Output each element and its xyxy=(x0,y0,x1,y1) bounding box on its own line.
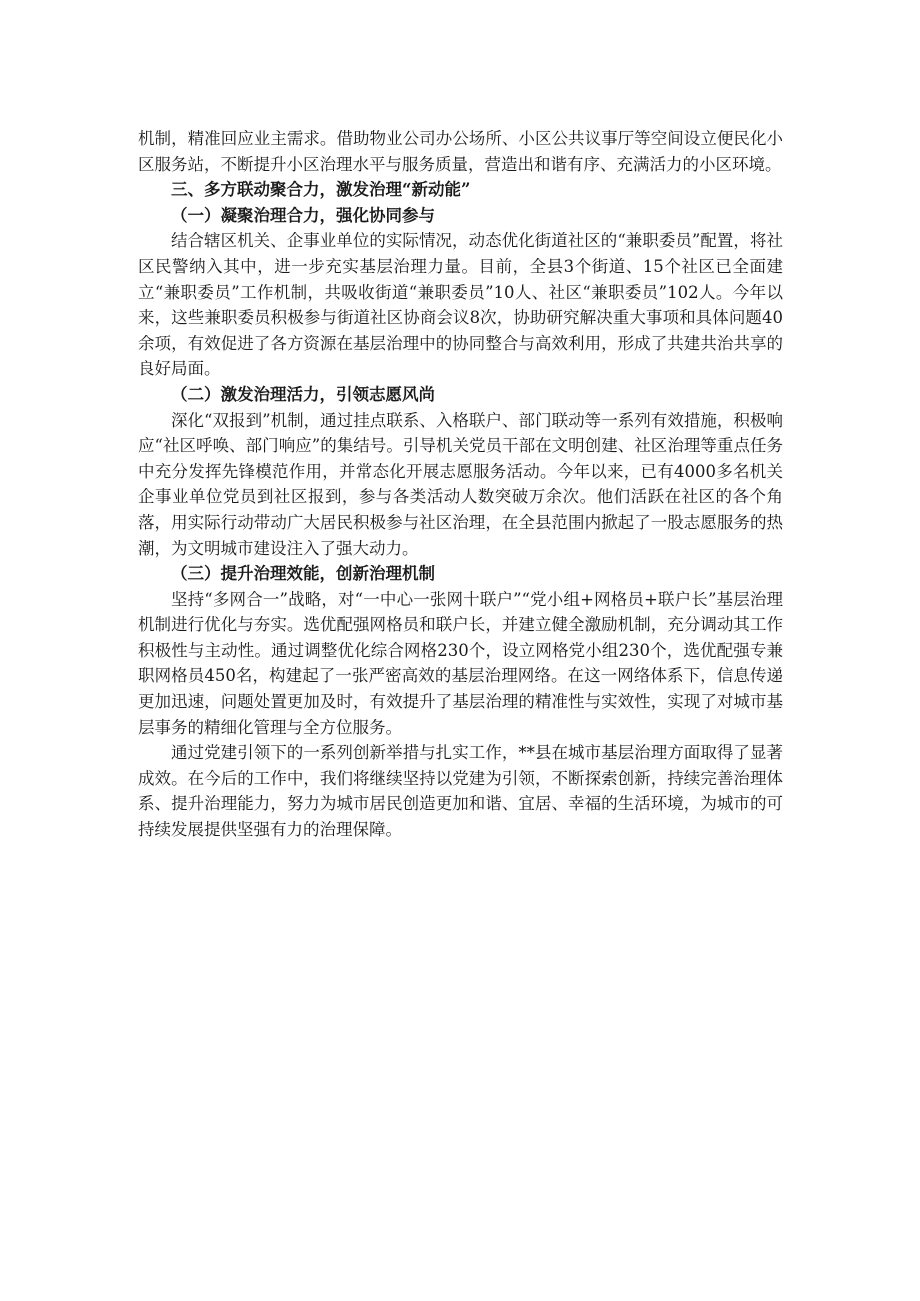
subsection-2-body: 深化“双报到”机制，通过挂点联系、入格联户、部门联动等一系列有效措施，积极响应“社区呼唤、部门响应”的集结号。引导机关党员干部在文明创建、社区治理等重点任务中充分发挥先锋模范作用，并常态化开展志愿服务活动。今年以来，已有4000多名机关企事业单位党员到社区报到，参与各类活动人数突破万余次。他们活跃在社区的各个角落，用实际行动带动广大居民积极参与社区治理，在全县范围内掀起了一股志愿服务的热潮，为文明城市建设注入了强大动力。 xyxy=(138,410,783,558)
subsection-1-body: 结合辖区机关、企事业单位的实际情况，动态优化街道社区的“兼职委员”配置，将社区民警纳入其中，进一步充实基层治理力量。目前，全县3个街道、15个社区已全面建立“兼职委员”工作机制，共吸收街道“兼职委员”10人、社区“兼职委员”102人。今年以来，这些兼职委员积极参与街道社区协商会议8次，协助研究解决重大事项和具体问题40余项，有效促进了各方资源在基层治理中的协同整合与高效利用，形成了共建共治共享的良好局面。 xyxy=(138,231,783,379)
opening-paragraph: 机制，精准回应业主需求。借助物业公司办公场所、小区公共议事厅等空间设立便民化小区服务站，不断提升小区治理水平与服务质量，营造出和谐有序、充满活力的小区环境。 xyxy=(138,129,783,174)
subsection-3-body: 坚持“多网合一”战略，对“一中心一张网十联户”“党小组+网格员+联户长”基层治理机制进行优化与夯实。选优配强网格员和联户长，并建立健全激励机制，充分调动其工作积极性与主动性。通过调整优化综合网格230个，设立网格党小组230个，选优配强专兼职网格员450名，构建起了一张严密高效的基层治理网络。在这一网络体系下，信息传递更加迅速，问题处置更加及时，有效提升了基层治理的精准性与实效性，实现了对城市基层事务的精细化管理与全方位服务。 xyxy=(138,589,783,737)
subsection-3-heading: （三）提升治理效能，创新治理机制 xyxy=(171,564,435,584)
document-page xyxy=(138,126,783,843)
subsection-2-heading: （二）激发治理活力，引领志愿风尚 xyxy=(171,384,435,404)
closing-paragraph: 通过党建引领下的一系列创新举措与扎实工作，**县在城市基层治理方面取得了显著成效。在今后的工作中，我们将继续坚持以党建为引领，不断探索创新，持续完善治理体系、提升治理能力，努力为城市居民创造更加和谐、宜居、幸福的生活环境，为城市的可持续发展提供坚强有力的治理保障。 xyxy=(138,743,783,840)
section-3-heading: 三、多方联动聚合力，激发治理“新动能” xyxy=(171,180,471,200)
subsection-1-heading: （一）凝聚治理合力，强化协同参与 xyxy=(171,205,435,225)
